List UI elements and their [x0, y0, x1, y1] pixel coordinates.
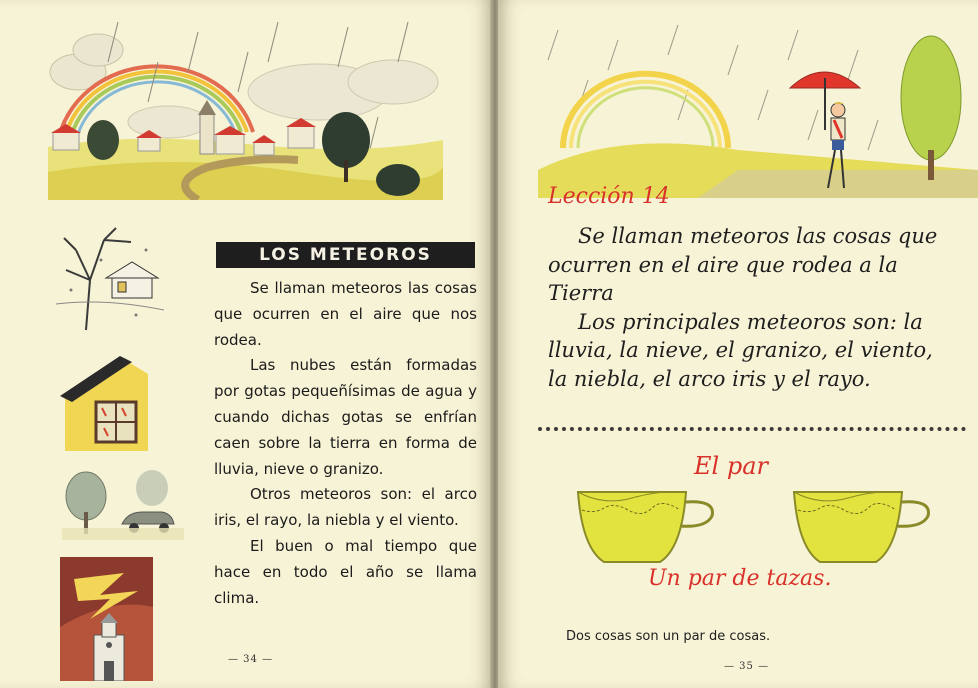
pair-sentence: Dos cosas son un par de cosas. [566, 629, 771, 644]
lesson-text [548, 222, 943, 393]
fog-tree-car-icon [62, 468, 184, 540]
page-number: — 35 — [724, 661, 770, 672]
boy-umbrella-rainbow-illustration [538, 20, 978, 198]
rainbow-landscape-illustration [48, 22, 443, 200]
right-page [498, 0, 978, 688]
dotted-divider [538, 427, 966, 431]
pair-title: El par [694, 452, 768, 480]
pair-caption: Un par de tazas. [648, 566, 832, 591]
page-number: — 34 — [228, 654, 274, 665]
lightning-church-icon [60, 557, 153, 681]
section-heading: LOS METEOROS [216, 242, 475, 268]
body-text [214, 276, 477, 611]
teacup-icon [790, 488, 938, 566]
winter-tree-house-icon [56, 220, 164, 335]
window-house-icon [60, 356, 154, 456]
paragraph: Las nubes están formadas por gotas pequeñísimas de agua y cuando dichas gotas se enfrían caen sobre la tierra en forma de lluvia, nieve o granizo. [214, 356, 477, 478]
lesson-title: Lección 14 [548, 184, 670, 209]
paragraph: El buen o mal tiempo que hace en todo el año se llama clima. [214, 536, 477, 607]
teacup-icon [574, 488, 722, 566]
paragraph: Se llaman meteoros las cosas que ocurren en el aire que nos rodea. [214, 279, 477, 349]
paragraph: Otros meteoros son: el arco iris, el rayo, la niebla y el viento. [214, 485, 477, 530]
paragraph: Los principales meteoros son: la lluvia, la nieve, el granizo, el viento, la niebla, el arco iris y el rayo. [548, 309, 933, 391]
paragraph: Se llaman meteoros las cosas que ocurren en el aire que rodea a la Tierra [548, 224, 938, 305]
